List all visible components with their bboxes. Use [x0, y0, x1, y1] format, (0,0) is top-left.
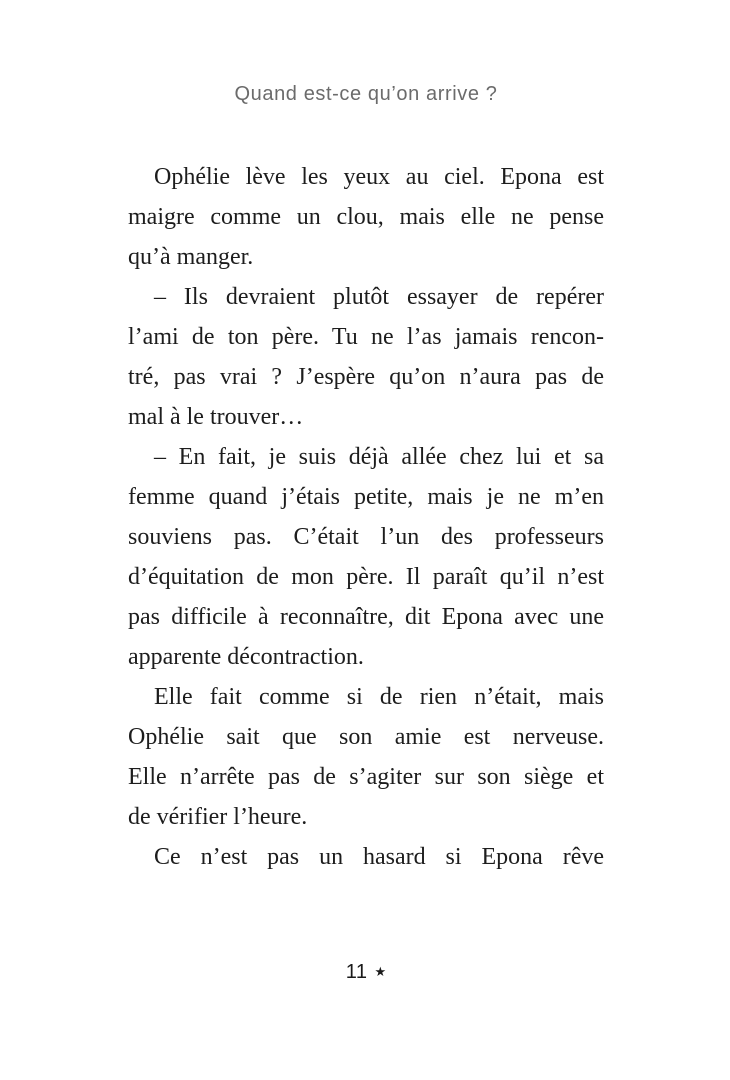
body-line: pas difficile à reconnaître, dit Epona avec une: [128, 604, 604, 630]
body-line: maigre comme un clou, mais elle ne pense: [128, 204, 604, 230]
body-line: de vérifier l’heure.: [128, 804, 308, 830]
body-line: Ce n’est pas un hasard si Epona rêve: [154, 844, 604, 870]
body-line: Elle fait comme si de rien n’était, mais: [154, 684, 604, 710]
body-line: femme quand j’étais petite, mais je ne m’en: [128, 484, 604, 510]
running-header: Quand est-ce qu’on arrive ?: [234, 83, 498, 105]
body-line: – Ils devraient plutôt essayer de repérer: [154, 284, 604, 310]
body-line: souviens pas. C’était l’un des professeurs: [128, 524, 604, 550]
body-line: mal à le trouver…: [128, 404, 304, 430]
body-line: Ophélie lève les yeux au ciel. Epona est: [154, 164, 604, 190]
star-icon: ★: [374, 965, 387, 980]
body-line: tré, pas vrai ? J’espère qu’on n’aura pas de: [128, 364, 604, 390]
page-number: 11: [345, 961, 368, 983]
body-line: apparente décontraction.: [128, 644, 364, 670]
body-line: – En fait, je suis déjà allée chez lui et sa: [154, 444, 604, 470]
body-line: qu’à manger.: [128, 244, 254, 270]
body-text: [128, 157, 604, 877]
body-line: d’équitation de mon père. Il paraît qu’il n’est: [128, 564, 604, 590]
page-footer: [128, 961, 604, 984]
body-line: l’ami de ton père. Tu ne l’as jamais rencon-: [128, 324, 604, 350]
body-line: Ophélie sait que son amie est nerveuse.: [128, 724, 604, 750]
body-line: Elle n’arrête pas de s’agiter sur son siège et: [128, 764, 604, 790]
